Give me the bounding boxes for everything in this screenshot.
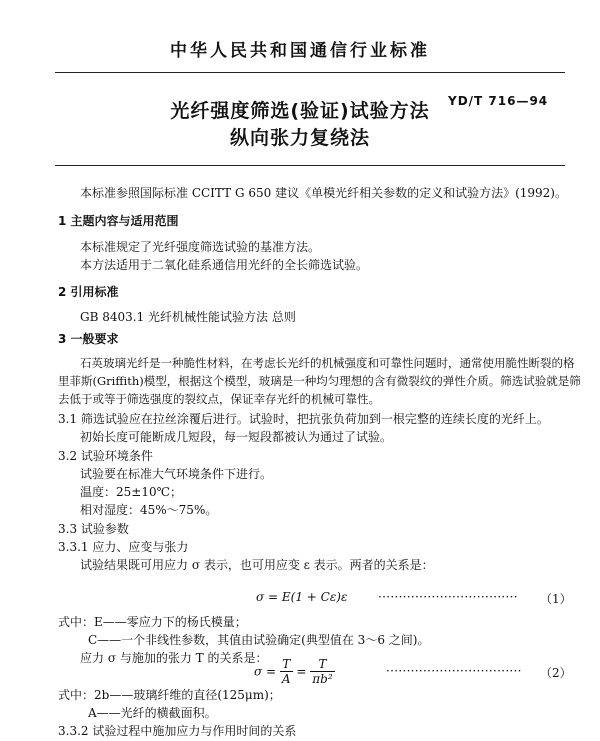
equation-2-lhs: σ =: [254, 664, 277, 679]
equation-2-fraction-2: $\frac{T}{\text{πb²}}$: [312, 657, 333, 686]
section-2-reference: GB 8403.1 光纤机械性能试验方法 总则: [80, 310, 296, 324]
section-1-heading: 1 主题内容与适用范围: [58, 214, 179, 228]
intro-paragraph: 本标准参照国际标准 CCITT G 650 建议《单模光纤相关参数的定义和试验方法》(1992)。: [80, 186, 567, 200]
section-1-para-2: 本方法适用于二氧化硅系通信用光纤的全长筛选试验。: [80, 258, 369, 272]
standard-number: YD/T 716—94: [448, 94, 549, 108]
clause-3-2-humidity: 相对湿度：45%～75%。: [80, 503, 218, 517]
section-3-para-line-2: 里菲斯(Griffith)模型，根据这个模型，玻璃是一种均匀理想的含有微裂纹的弹性介质。筛选试验就是筛: [58, 374, 581, 388]
section-3-para-line-1: 石英玻璃光纤是一种脆性材料，在考虑长光纤的机械强度和可靠性问题时，通常使用脆性断裂的格: [80, 356, 575, 370]
document-subtitle: 纵向张力复绕法: [229, 127, 370, 149]
standard-category-header: 中华人民共和国通信行业标准: [170, 41, 430, 61]
section-2-heading: 2 引用标准: [58, 285, 119, 299]
section-1-para-1: 本标准规定了光纤强度筛选试验的基准方法。: [80, 240, 321, 254]
equation-2-number: （2）: [540, 666, 572, 680]
section-3-para-line-3: 去低于或等于筛选强度的裂纹点，保证幸存光纤的机械可靠性。: [58, 392, 380, 406]
where-c: C——一个非线性参数，其值由试验确定(典型值在 3～6 之间)。: [88, 633, 430, 647]
clause-3-3-1-heading: 3.3.1 应力、应变与张力: [58, 540, 189, 554]
clause-3-3-2-heading: 3.3.2 试验过程中施加应力与作用时间的关系: [58, 724, 297, 738]
clause-3-2-temperature: 温度：25±10℃；: [80, 485, 183, 499]
where-2b: 式中：2b——玻璃纤维的直径(125μm)；: [58, 688, 281, 702]
equation-1-leader: ··································: [378, 590, 518, 604]
equation-1: σ = E(1 + Cε)ε: [256, 590, 348, 604]
where-e: 式中：E——零应力下的杨氏模量；: [58, 615, 247, 629]
where-a: A——光纤的横截面积。: [88, 706, 217, 720]
header-rule-bottom: [55, 165, 565, 166]
section-3-heading: 3 一般要求: [58, 332, 119, 346]
equation-2-equals: =: [296, 664, 307, 679]
equation-2: [254, 657, 335, 686]
clause-3-2-heading: 3.2 试验环境条件: [58, 449, 153, 463]
equation-1-number: （1）: [540, 592, 572, 606]
clause-3-3-1-text-2: 应力 σ 与施加的张力 T 的关系是：: [80, 651, 268, 665]
equation-2-fraction-1: $\frac{T}{A}$: [281, 657, 291, 686]
clause-3-3-1-text: 试验结果既可用应力 σ 表示，也可用应变 ε 表示。两者的关系是：: [80, 558, 434, 572]
clause-3-2-text: 试验要在标准大气环境条件下进行。: [80, 467, 273, 481]
clause-3-1: 3.1 筛选试验应在拉丝涂覆后进行。试验时，把抗张负荷加到一根完整的连续长度的光纤上。: [58, 412, 549, 426]
document-title: 光纤强度筛选(验证)试验方法: [170, 100, 430, 122]
clause-3-1-continuation: 初始长度可能断成几短段，每一短段都被认为通过了试验。: [80, 430, 393, 444]
clause-3-3-heading: 3.3 试验参数: [58, 522, 129, 536]
header-rule-top: [55, 72, 565, 73]
equation-2-leader: ·································: [386, 664, 522, 678]
